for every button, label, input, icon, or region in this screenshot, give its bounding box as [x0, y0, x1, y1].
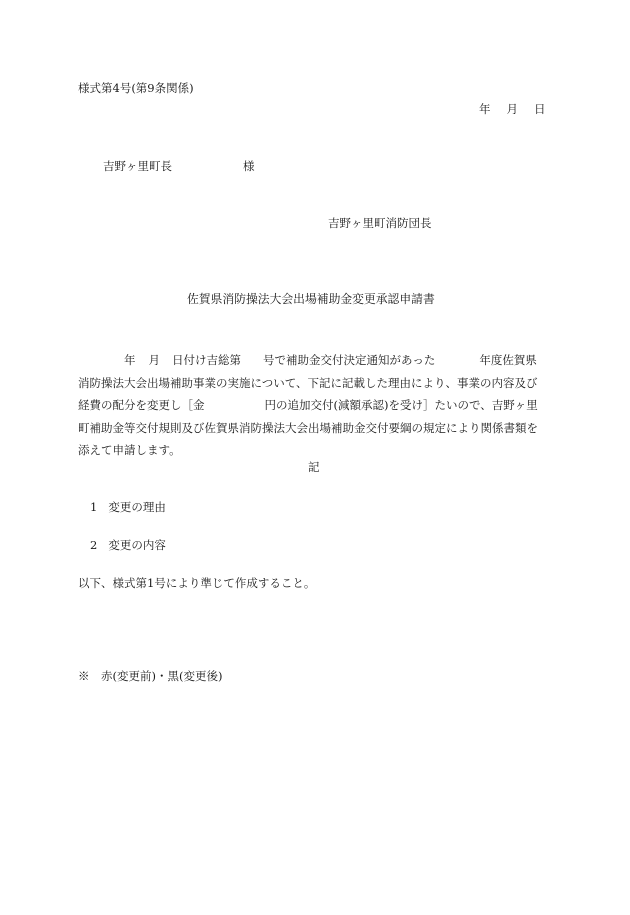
note-text: 以下、様式第1号により準じて作成すること。 [78, 576, 316, 590]
item-label: 変更の内容 [108, 538, 166, 552]
body-line-5: 添えて申請します。 [78, 443, 181, 457]
date-year: 年 [479, 102, 491, 116]
item-number: 2 [90, 538, 98, 552]
body-line-3: 経費の配分を変更し［金 円の追加交付(減額承認)を受け］たいので、吉野ヶ里 [78, 398, 538, 412]
body-line-1: 年 月 日付け吉総第 号で補助金交付決定通知があった 年度佐賀県 [124, 353, 537, 367]
document-title: 佐賀県消防操法大会出場補助金変更承認申請書 [187, 292, 435, 306]
item-number: 1 [90, 500, 98, 514]
addressee-honorific: 様 [243, 159, 255, 173]
body-paragraph [78, 349, 564, 462]
color-legend: ※ 赤(変更前)・黒(変更後) [78, 669, 223, 683]
item-label: 変更の理由 [108, 500, 166, 514]
ki-heading: 記 [308, 460, 320, 474]
addressee-name: 吉野ヶ里町長 [103, 159, 172, 173]
list-item [90, 540, 166, 552]
date-line [479, 104, 546, 116]
date-day: 日 [534, 102, 546, 116]
form-number: 様式第4号(第9条関係) [78, 81, 194, 95]
list-item [90, 502, 166, 514]
sender-name: 吉野ヶ里町消防団長 [328, 216, 432, 230]
body-line-4: 町補助金等交付規則及び佐賀県消防操法大会出場補助金交付要綱の規定により関係書類を [78, 420, 538, 435]
date-month: 月 [506, 102, 518, 116]
body-line-2: 消防操法大会出場補助事業の実施について、下記に記載した理由により、事業の内容及び [78, 375, 538, 390]
